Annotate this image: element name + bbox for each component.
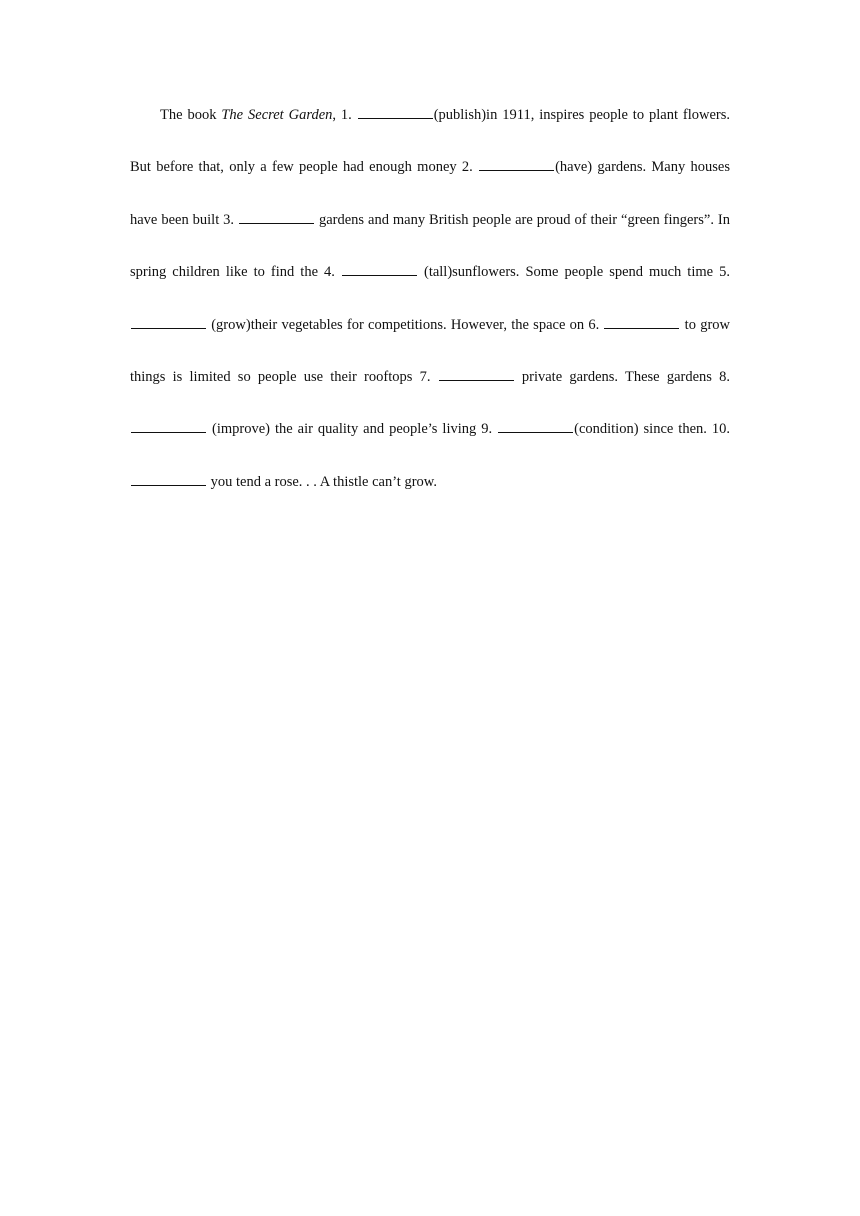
answer-blank-8[interactable] <box>131 431 206 433</box>
passage-text: (grow)their vegetables for competitions. However, the space on 6. <box>207 316 604 333</box>
answer-blank-5[interactable] <box>131 327 206 329</box>
passage-text: you tend a rose. . . A thistle can’t grow. <box>207 473 437 490</box>
passage-text: The book <box>160 107 222 123</box>
passage-text: gardens and many British people are proud of their “green fingers”. In spring children like to find the 4. <box>130 211 730 281</box>
answer-blank-6[interactable] <box>604 327 679 329</box>
answer-blank-7[interactable] <box>439 379 514 381</box>
book-title: The Secret Garden <box>221 107 333 123</box>
cloze-passage <box>130 89 730 508</box>
passage-text: (publish)in 1911, inspires people to plant flowers. But before that, only a few people had enough money 2. <box>130 107 730 176</box>
answer-blank-1[interactable] <box>358 117 433 119</box>
passage-text: (tall)sunflowers. Some people spend much time 5. <box>417 264 730 281</box>
answer-blank-3[interactable] <box>239 222 314 224</box>
passage-text: (improve) the air quality and people’s living 9. <box>207 421 498 438</box>
answer-blank-10[interactable] <box>131 484 206 486</box>
answer-blank-9[interactable] <box>498 431 573 433</box>
passage-text: (condition) since then. 10. <box>574 421 731 438</box>
passage-text: to grow things is limited so people use their rooftops 7. <box>130 316 730 386</box>
passage-text: private gardens. These gardens 8. <box>514 369 730 386</box>
answer-blank-4[interactable] <box>342 274 417 276</box>
answer-blank-2[interactable] <box>479 169 554 171</box>
passage-text: (have) gardens. Many houses have been built 3. <box>130 159 730 228</box>
passage-text: , 1. <box>332 107 357 123</box>
